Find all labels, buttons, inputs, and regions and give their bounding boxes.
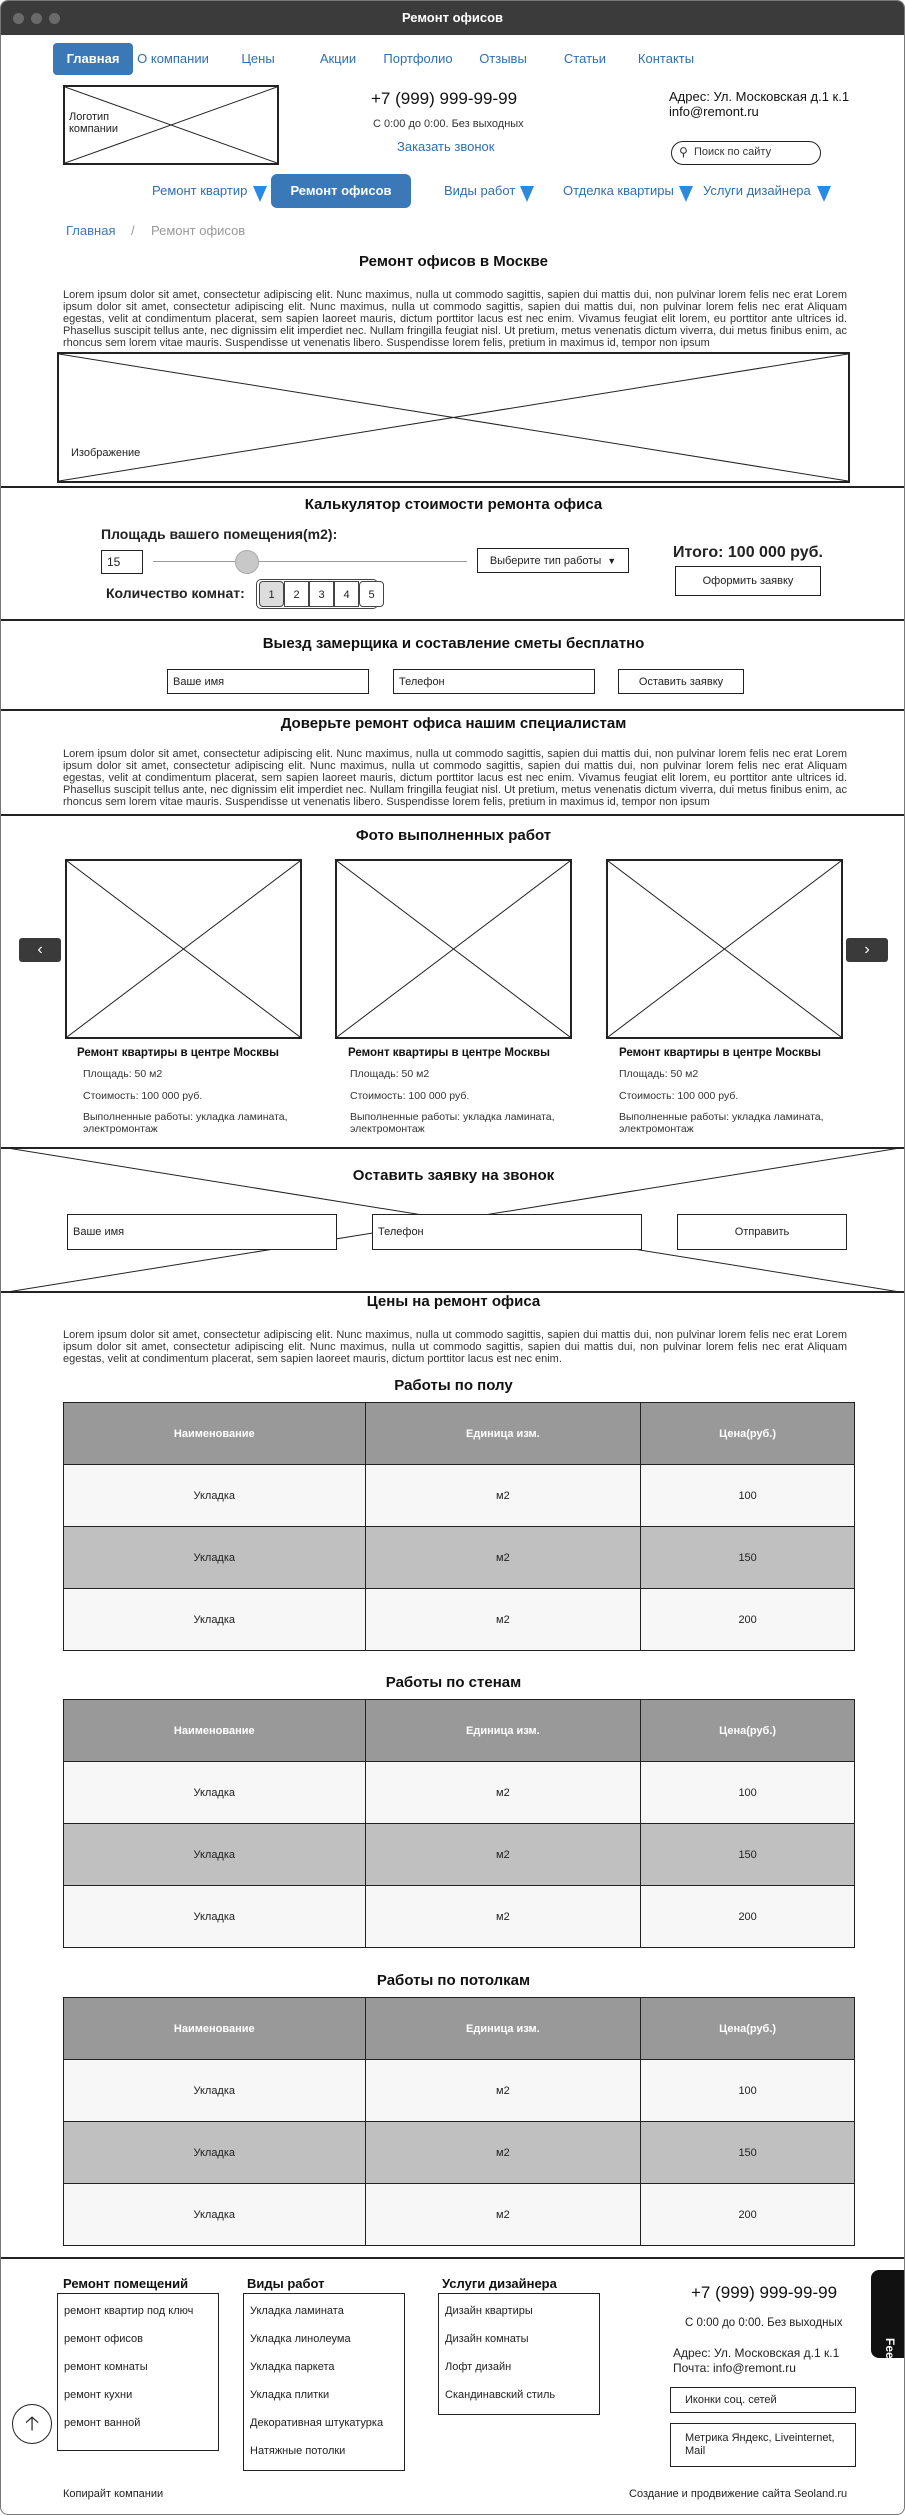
callback-submit-button[interactable]: Отправить — [677, 1214, 847, 1250]
table-cell: 200 — [641, 1886, 855, 1948]
nav-portfolio[interactable]: Портфолио — [383, 51, 453, 66]
card-cost: Стоимость: 100 000 руб. — [83, 1090, 203, 1102]
footer-link[interactable]: Укладка ламината — [250, 2305, 344, 2317]
measure-phone-input[interactable]: Телефон — [393, 669, 595, 694]
callback-title-text: Оставить заявку на звонок — [347, 1167, 560, 1184]
table-cell: Укладка — [64, 1824, 366, 1886]
measure-submit-button[interactable]: Оставить заявку — [618, 669, 744, 694]
table-cell: м2 — [365, 1589, 641, 1651]
area-slider-track[interactable] — [153, 561, 467, 562]
dropdown-arrow-icon[interactable] — [520, 186, 534, 202]
social-icons[interactable]: Иконки соц. сетей — [670, 2387, 856, 2413]
footer-link[interactable]: Скандинавский стиль — [445, 2389, 556, 2401]
trust-text: Lorem ipsum dolor sit amet, consectetur adipiscing elit. Nunc maximus, nulla ut commodo sagittis, sapien dui mattis dui, non pulvinar lorem felis nec erat Lorem ipsum dolor sit amet, consectetur adipiscing elit. Nunc maximus, nulla ut commodo sagittis, sapien dui mattis dui, non pulvinar lorem felis nec erat Aliquam egestas, velit at condimentum placerat, sem sapien laoreet mauris, dictum porttitor lacus est nec enim. Vivamus feugiat elit lorem, eu porttitor ante ultrices id. Phasellus suscipit tellus ante, nec dignissim elit imperdiet nec. Nullam fringilla feugiat nisl. Ut pretium, metus venenatis dictum viverra, dui metus finibus enim, ac rhoncus sem lorem vitae mauris. Suspendisse ut venenatis libero. Suspendisse lorem felis, pretium in maximus id, tempor non ipsum — [63, 748, 847, 808]
table-cell: м2 — [365, 1527, 641, 1589]
header-hours: С 0:00 до 0:00. Без выходных — [373, 118, 524, 130]
area-input[interactable]: 15 — [101, 550, 143, 574]
table-cell: Укладка — [64, 2060, 366, 2122]
table-cell: Укладка — [64, 1762, 366, 1824]
column-header: Наименование — [64, 1403, 366, 1465]
callback-title — [1, 1167, 905, 1184]
column-header: Цена(руб.) — [641, 1998, 855, 2060]
divider — [1, 619, 905, 621]
table-row — [64, 1465, 855, 1527]
table-cell: Укладка — [64, 1589, 366, 1651]
table-cell: Укладка — [64, 2122, 366, 2184]
breadcrumb-separator: / — [131, 223, 135, 238]
footer-link[interactable]: Дизайн комнаты — [445, 2333, 529, 2345]
column-header: Наименование — [64, 1700, 366, 1762]
footer-link[interactable]: Декоративная штукатурка — [250, 2417, 384, 2429]
table-row — [64, 2184, 855, 2246]
price-table-ceilings — [63, 1997, 855, 2246]
portfolio-image[interactable] — [606, 859, 843, 1039]
footer-hours: С 0:00 до 0:00. Без выходных — [685, 2317, 843, 2329]
divider — [1, 486, 905, 488]
footer-link[interactable]: Укладка линолеума — [250, 2333, 351, 2345]
feedback-tab[interactable] — [871, 2270, 905, 2394]
card-area: Площадь: 50 м2 — [83, 1068, 163, 1080]
room-option-5[interactable]: 5 — [359, 581, 384, 607]
portfolio-image[interactable] — [335, 859, 572, 1039]
subnav-work-types[interactable]: Виды работ — [444, 183, 516, 198]
footer-col3-title: Услуги дизайнера — [442, 2276, 557, 2291]
feedback-label: Feedback — [883, 2338, 897, 2394]
copyright: Копирайт компании — [63, 2488, 164, 2500]
footer-link[interactable]: Укладка паркета — [250, 2361, 335, 2373]
title-bar — [1, 1, 904, 35]
table-cell: Укладка — [64, 1886, 366, 1948]
dropdown-arrow-icon[interactable] — [679, 186, 693, 202]
table-cell: м2 — [365, 1465, 641, 1527]
card-title[interactable]: Ремонт квартиры в центре Москвы — [348, 1047, 550, 1059]
footer-col2-list — [243, 2293, 405, 2471]
callback-link[interactable]: Заказать звонок — [397, 139, 495, 154]
price-table-walls — [63, 1699, 855, 1948]
table-cell: Укладка — [64, 1465, 366, 1527]
divider — [1, 814, 905, 816]
prices-title: Цены на ремонт офиса — [366, 1293, 541, 1310]
card-cost: Стоимость: 100 000 руб. — [350, 1090, 470, 1102]
image-caption: Изображение — [71, 447, 141, 459]
window-title: Ремонт офисов — [401, 10, 504, 25]
intro-image — [57, 352, 850, 483]
logo-caption: Логотип компании — [69, 111, 129, 135]
card-area: Площадь: 50 м2 — [619, 1068, 699, 1080]
search-input[interactable] — [671, 141, 821, 165]
table-title: Работы по стенам — [385, 1674, 522, 1691]
table-row — [64, 1886, 855, 1948]
breadcrumb-home[interactable]: Главная — [66, 223, 116, 238]
table-cell: 150 — [641, 1824, 855, 1886]
footer-link[interactable]: ремонт ванной — [64, 2417, 141, 2429]
caret-down-icon: ▼ — [607, 555, 617, 566]
subnav-finishing[interactable]: Отделка квартиры — [563, 183, 674, 198]
footer-link[interactable]: Лофт дизайн — [445, 2361, 512, 2373]
header-email[interactable]: info@remont.ru — [669, 104, 759, 119]
price-table-floor — [63, 1402, 855, 1651]
nav-prices[interactable]: Цены — [241, 51, 275, 66]
header-address: Адрес: Ул. Московская д.1 к.1 — [669, 89, 850, 104]
calc-total: Итого: 100 000 руб. — [673, 544, 823, 561]
column-header: Единица изм. — [365, 1403, 641, 1465]
card-works: Выполненные работы: укладка ламината, электромонтаж — [83, 1111, 288, 1135]
footer-col1-title: Ремонт помещений — [63, 2276, 189, 2291]
table-cell: Укладка — [64, 2184, 366, 2246]
footer-link[interactable]: Натяжные потолки — [250, 2445, 346, 2457]
company-logo[interactable] — [63, 85, 279, 165]
card-area: Площадь: 50 м2 — [350, 1068, 430, 1080]
close-dot[interactable] — [13, 13, 24, 24]
measure-name-input[interactable]: Ваше имя — [167, 669, 369, 694]
subnav-apartments[interactable]: Ремонт квартир — [152, 183, 248, 198]
footer-link[interactable]: Укладка плитки — [250, 2389, 330, 2401]
footer-col3-list — [438, 2293, 600, 2415]
column-header: Цена(руб.) — [641, 1700, 855, 1762]
callback-phone-input[interactable]: Телефон — [372, 1214, 642, 1250]
room-option-2[interactable]: 2 — [284, 581, 309, 607]
table-row — [64, 1762, 855, 1824]
table-cell: 200 — [641, 1589, 855, 1651]
measure-title: Выезд замерщика и составление сметы бесплатно — [262, 635, 645, 652]
column-header: Единица изм. — [365, 1998, 641, 2060]
minimize-dot[interactable] — [31, 13, 42, 24]
footer-link[interactable]: ремонт квартир под ключ — [64, 2305, 194, 2317]
search-icon: ⚲ — [679, 145, 688, 159]
table-cell: м2 — [365, 1762, 641, 1824]
dropdown-arrow-icon[interactable] — [817, 186, 831, 202]
portfolio-title: Фото выполненных работ — [355, 827, 552, 844]
breadcrumb-current: Ремонт офисов — [151, 223, 246, 238]
card-works: Выполненные работы: укладка ламината, электромонтаж — [619, 1111, 824, 1135]
nav-articles[interactable]: Статьи — [563, 51, 607, 66]
footer-link[interactable]: Дизайн квартиры — [445, 2305, 533, 2317]
table-cell: 100 — [641, 1762, 855, 1824]
arrow-up-icon[interactable]: 🡡 — [12, 2404, 52, 2444]
nav-home[interactable]: Главная — [53, 43, 133, 75]
portfolio-image[interactable] — [65, 859, 302, 1039]
column-header: Наименование — [64, 1998, 366, 2060]
area-slider-thumb[interactable] — [235, 550, 259, 574]
table-row — [64, 1824, 855, 1886]
dropdown-arrow-icon[interactable] — [253, 186, 267, 202]
divider — [1, 709, 905, 711]
table-cell: м2 — [365, 2122, 641, 2184]
table-cell: м2 — [365, 2184, 641, 2246]
table-row — [64, 1589, 855, 1651]
column-header: Цена(руб.) — [641, 1403, 855, 1465]
intro-text: Lorem ipsum dolor sit amet, consectetur adipiscing elit. Nunc maximus, nulla ut commodo sagittis, sapien dui mattis dui, non pulvinar lorem felis nec erat Lorem ipsum dolor sit amet, consectetur adipiscing elit. Nunc maximus, nulla ut commodo sagittis, sapien dui mattis dui, non pulvinar lorem felis nec erat Aliquam egestas, velit at condimentum placerat, sem sapien laoreet mauris, dictum porttitor lacus est nec enim. Vivamus feugiat elit lorem, eu porttitor ante ultrices id. Phasellus suscipit tellus ante, nec dignissim elit imperdiet nec. Nullam fringilla feugiat nisl. Ut pretium, metus venenatis dictum viverra, dui metus finibus enim, ac rhoncus sem lorem vitae mauris. Suspendisse ut venenatis libero. Suspendisse lorem felis, pretium in maximus id, tempor non ipsum — [63, 289, 847, 349]
card-cost: Стоимость: 100 000 руб. — [619, 1090, 739, 1102]
footer-col2-title: Виды работ — [247, 2276, 325, 2291]
table-cell: 200 — [641, 2184, 855, 2246]
footer-email[interactable]: Почта: info@remont.ru — [673, 2361, 796, 2375]
table-cell: м2 — [365, 1886, 641, 1948]
footer-col1-list — [57, 2293, 219, 2451]
table-cell: м2 — [365, 2060, 641, 2122]
table-cell: 150 — [641, 1527, 855, 1589]
card-title[interactable]: Ремонт квартиры в центре Москвы — [619, 1047, 821, 1059]
nav-reviews[interactable]: Отзывы — [479, 51, 527, 66]
callback-name-input[interactable]: Ваше имя — [67, 1214, 337, 1250]
metrics-counters: Метрика Яндекс, Liveinternet, Mail — [670, 2423, 856, 2467]
table-cell: м2 — [365, 1824, 641, 1886]
footer-phone[interactable]: +7 (999) 999-99-99 — [691, 2283, 838, 2302]
table-row — [64, 2122, 855, 2184]
table-cell: Укладка — [64, 1527, 366, 1589]
table-title: Работы по потолкам — [376, 1972, 531, 1989]
room-option-1[interactable]: 1 — [259, 581, 284, 607]
search-placeholder: Поиск по сайту — [694, 146, 772, 158]
subnav-designer[interactable]: Услуги дизайнера — [703, 183, 811, 198]
card-title[interactable]: Ремонт квартиры в центре Москвы — [77, 1047, 279, 1059]
chevron-right-icon[interactable]: › — [846, 938, 888, 962]
footer-link[interactable]: ремонт комнаты — [64, 2361, 148, 2373]
room-option-3[interactable]: 3 — [309, 581, 334, 607]
footer-address: Адрес: Ул. Московская д.1 к.1 — [673, 2346, 840, 2360]
area-label: Площадь вашего помещения(m2): — [101, 526, 338, 542]
table-row — [64, 1527, 855, 1589]
rooms-label: Количество комнат: — [106, 585, 245, 601]
prices-text: Lorem ipsum dolor sit amet, consectetur adipiscing elit. Nunc maximus, nulla ut commodo sagittis, sapien dui mattis dui, non pulvinar lorem felis nec erat Lorem ipsum dolor sit amet, consectetur adipiscing elit. Nunc maximus, nulla ut commodo sagittis, sapien dui mattis dui, non pulvinar lorem felis nec erat Aliquam egestas, velit at condimentum placerat, sem sapien laoreet mauris, dictum porttitor lacus est nec enim. — [63, 1329, 847, 1365]
table-cell: 150 — [641, 2122, 855, 2184]
nav-contacts[interactable]: Контакты — [637, 51, 695, 66]
order-button[interactable]: Оформить заявку — [675, 566, 821, 596]
site-credit[interactable]: Создание и продвижение сайта Seoland.ru — [629, 2488, 848, 2500]
card-works: Выполненные работы: укладка ламината, электромонтаж — [350, 1111, 555, 1135]
work-type-label: Выберите тип работы — [489, 554, 602, 567]
footer-link[interactable]: ремонт кухни — [64, 2389, 133, 2401]
nav-about[interactable]: О компании — [137, 51, 209, 66]
footer-link[interactable]: ремонт офисов — [64, 2333, 143, 2345]
divider — [1, 2257, 905, 2259]
nav-promo[interactable]: Акции — [319, 51, 357, 66]
calculator-title: Калькулятор стоимости ремонта офиса — [304, 496, 603, 513]
column-header: Единица изм. — [365, 1700, 641, 1762]
room-option-4[interactable]: 4 — [334, 581, 359, 607]
header-phone[interactable]: +7 (999) 999-99-99 — [371, 89, 518, 108]
subnav-offices[interactable]: Ремонт офисов — [271, 174, 411, 208]
table-row — [64, 2060, 855, 2122]
work-type-select[interactable] — [477, 548, 629, 573]
trust-title: Доверьте ремонт офиса нашим специалистам — [280, 715, 627, 732]
table-cell: 100 — [641, 1465, 855, 1527]
table-title: Работы по полу — [394, 1377, 513, 1394]
chevron-left-icon[interactable]: ‹ — [19, 938, 61, 962]
intro-title: Ремонт офисов в Москве — [359, 253, 548, 270]
maximize-dot[interactable] — [49, 13, 60, 24]
table-cell: 100 — [641, 2060, 855, 2122]
